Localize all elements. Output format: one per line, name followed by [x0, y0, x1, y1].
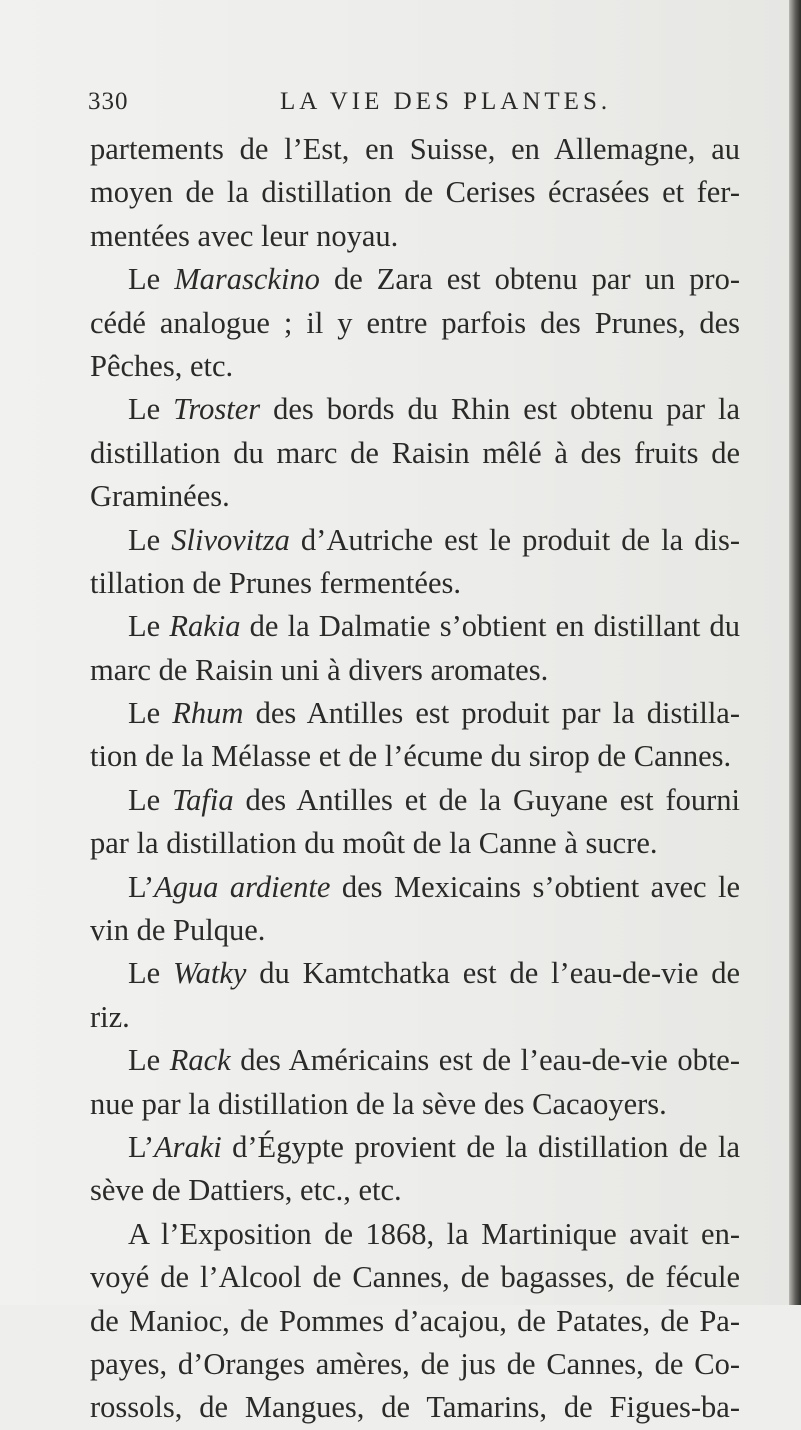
running-title: LA VIE DES PLANTES.: [280, 88, 612, 115]
text-line: par la distillation du moût de la Canne à sucre.: [90, 826, 658, 861]
text-line: vin de Pulque.: [90, 913, 266, 948]
text-line: Le Slivovitza d’Autriche est le produit de la dis-: [128, 522, 740, 557]
page-number: 330: [88, 88, 129, 115]
text-line: nue par la distillation de la sève des Cacaoyers.: [90, 1086, 667, 1121]
text-line: Le Watky du Kamtchatka est de l’eau-de-vie de: [128, 956, 740, 991]
liquor-name: Slivovitza: [171, 522, 290, 557]
text-line: Le Rack des Américains est de l’eau-de-vie obte-: [128, 1043, 741, 1078]
text-line: mentées avec leur noyau.: [90, 218, 399, 253]
text-line: payes, d’Oranges amères, de jus de Cannes, de Co-: [90, 1346, 740, 1381]
text-line: Le Troster des bords du Rhin est obtenu par la: [128, 392, 740, 427]
text-line: marc de Raisin uni à divers aromates.: [90, 652, 549, 687]
text-line: Le Rakia de la Dalmatie s’obtient en distillant du: [128, 609, 741, 644]
text-line: voyé de l’Alcool de Cannes, de bagasses, de fécule: [90, 1260, 740, 1295]
liquor-name: Watky: [173, 956, 247, 991]
text-line: Le Rhum des Antilles est produit par la distilla-: [128, 696, 740, 731]
text-line: L’Araki d’Égypte provient de la distillation de la: [128, 1129, 740, 1164]
page-header: [88, 88, 728, 122]
text-line: sève de Dattiers, etc., etc.: [90, 1173, 402, 1208]
body-text: [90, 128, 740, 1430]
text-line: rossols, de Mangues, de Tamarins, de Figues-ba-: [90, 1390, 740, 1425]
text-line: cédé analogue ; il y entre parfois des Prunes, des: [90, 305, 740, 340]
text-line: riz.: [90, 999, 130, 1034]
text-line: de Manioc, de Pommes d’acajou, de Patates, de Pa-: [90, 1303, 740, 1338]
text-line: Graminées.: [90, 479, 230, 514]
text-line: A l’Exposition de 1868, la Martinique avait en-: [128, 1216, 740, 1251]
text-line: Le Tafia des Antilles et de la Guyane est fourni: [128, 782, 740, 817]
text-line: moyen de la distillation de Cerises écrasées et fer-: [90, 175, 740, 210]
liquor-name: Agua ardiente: [154, 869, 331, 904]
liquor-name: Tafia: [172, 782, 234, 817]
liquor-name: Rhum: [172, 696, 244, 731]
text-line: tion de la Mélasse et de l’écume du sirop de Cannes.: [90, 739, 732, 774]
liquor-name: Troster: [173, 392, 261, 427]
text-line: tillation de Prunes fermentées.: [90, 565, 461, 600]
text-line: Le Marasckino de Zara est obtenu par un pro-: [128, 262, 740, 297]
liquor-name: Araki: [154, 1129, 222, 1164]
text-line: Pêches, etc.: [90, 348, 234, 383]
text-line: distillation du marc de Raisin mêlé à des fruits de: [90, 435, 740, 470]
text-line: partements de l’Est, en Suisse, en Allemagne, au: [90, 132, 740, 166]
liquor-name: Rack: [169, 1043, 231, 1078]
page-edge-shadow: [789, 0, 801, 1305]
text-line: L’Agua ardiente des Mexicains s’obtient avec le: [128, 869, 740, 904]
liquor-name: Rakia: [169, 609, 241, 644]
liquor-name: Marasckino: [174, 262, 320, 297]
